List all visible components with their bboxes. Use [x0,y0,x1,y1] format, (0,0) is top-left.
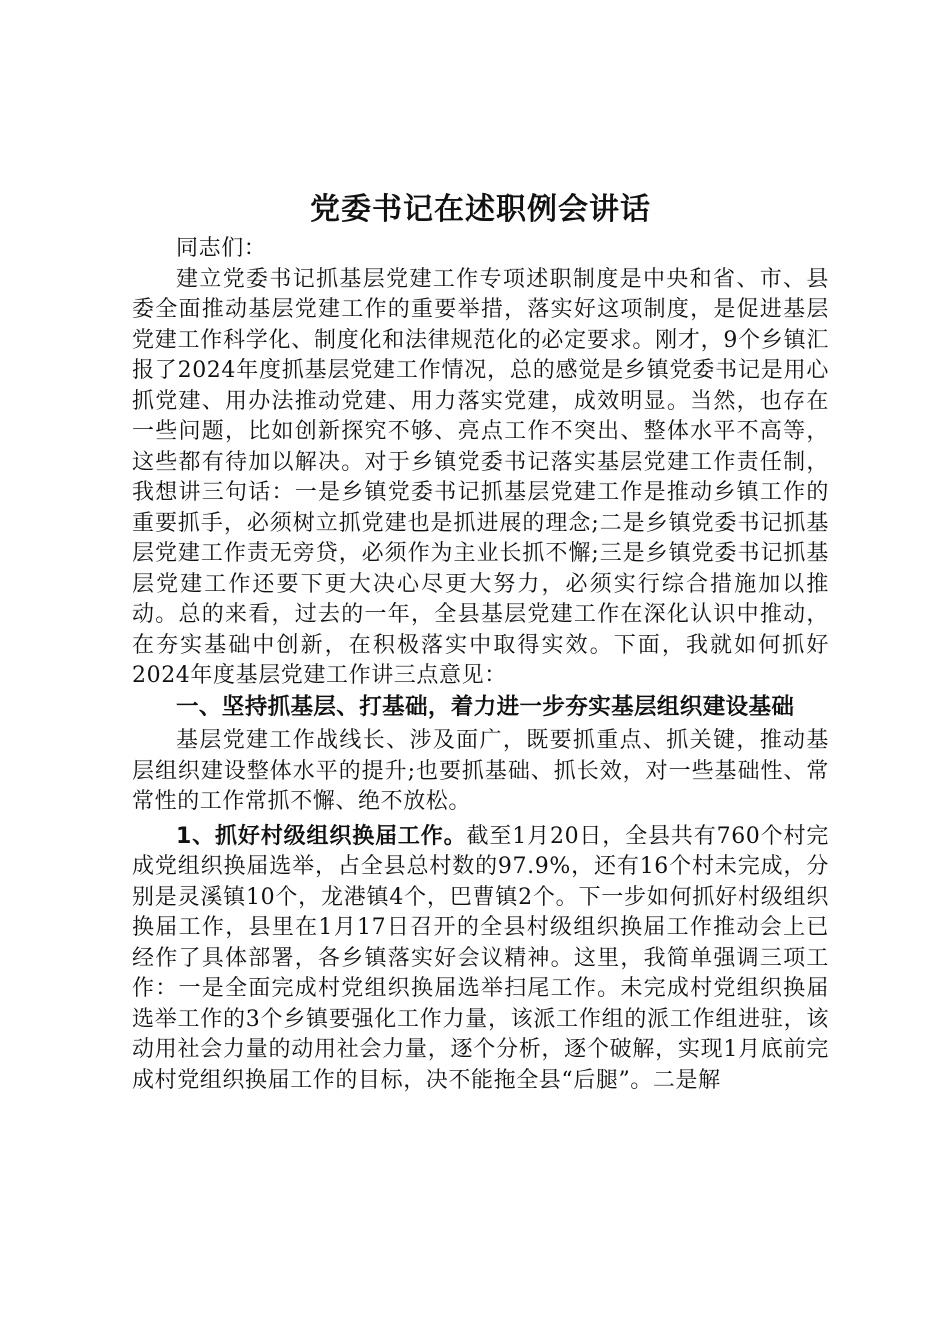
item-1-text: 截至1月20日，全县共有760个村完成党组织换届选举，占全县总村数的97.9%，还有16个村未完成，分别是灵溪镇10个，龙港镇4个，巴曹镇2个。下一步如何抓好村级组织换届工作，县里在1月17日召开的全县村级组织换届工作推动会上已经作了具体部署，各乡镇落实好会议精神。这里，我简单强调三项工作：一是全面完成村党组织换届选举扫尾工作。未完成村党组织换届选举工作的3个乡镇要强化工作力量，该派工作组的派工作组进驻，该动用社会力量的动用社会力量，逐个分析，逐个破解，实现1月底前完成村党组织换届工作的目标，决不能拖全县“后腿”。二是解 [132,823,829,1093]
item-1-lead: 1、抓好村级组织换届工作。 [176,823,467,849]
document-title: 党委书记在述职例会讲话 [310,192,651,227]
document-page [132,188,829,1096]
salutation: 同志们： [176,236,267,261]
intro-paragraph: 建立党委书记抓基层党建工作专项述职制度是中央和省、市、县委全面推动基层党建工作的重要举措，落实好这项制度，是促进基层党建工作科学化、制度化和法律规范化的必定要求。刚才，9个乡镇汇报了2024年度抓基层党建工作情况，总的感觉是乡镇党委书记是用心抓党建、用办法推动党建、用力落实党建，成效明显。当然，也存在一些问题，比如创新探究不够、亮点工作不突出、整体水平不高等，这些都有待加以解决。对于乡镇党委书记落实基层党建工作责任制，我想讲三句话：一是乡镇党委书记抓基层党建工作是推动乡镇工作的重要抓手，必须树立抓党建也是抓进展的理念;二是乡镇党委书记抓基层党建工作责无旁贷，必须作为主业长抓不懈;三是乡镇党委书记抓基层党建工作还要下更大决心尽更大努力，必须实行综合措施加以推动。总的来看，过去的一年，全县基层党建工作在深化认识中推动，在夯实基础中创新，在积极落实中取得实效。下面，我就如何抓好2024年度基层党建工作讲三点意见： [132,266,829,688]
item-1-paragraph [132,822,829,1097]
section-1-paragraph: 基层党建工作战线长、涉及面广，既要抓重点、抓关键，推动基层组织建设整体水平的提升;也要抓基础、抓长效，对一些基础性、常常性的工作常抓不懈、绝不放松。 [132,728,829,814]
section-1-heading: 一、坚持抓基层、打基础，着力进一步夯实基层组织建设基础 [176,693,795,720]
